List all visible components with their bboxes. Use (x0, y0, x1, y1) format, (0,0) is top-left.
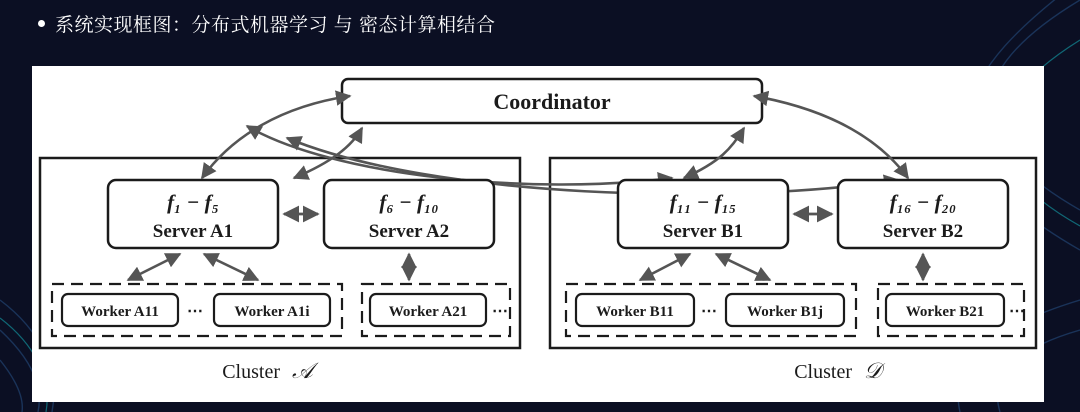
worker-b1j-node (726, 294, 844, 326)
architecture-figure (32, 66, 1044, 402)
edge-cross-a1-b1 (247, 126, 672, 185)
cluster-b-caption-prefix: Cluster (794, 361, 852, 383)
coordinator-label: Coordinator (493, 89, 611, 114)
server-a2-name: Server A2 (368, 221, 450, 242)
server-a2-range: f₆ − f₁₀ (379, 190, 439, 214)
edge-a1-worker-a11 (128, 254, 180, 280)
worker-a11-label: Worker A11 (81, 304, 159, 320)
worker-a1i-node (214, 294, 330, 326)
edge-b1-worker-b1j (716, 254, 770, 280)
server-b2-name: Server B2 (882, 221, 964, 242)
worker-b21-label: Worker B21 (905, 304, 985, 320)
cluster-b-caption (794, 358, 886, 383)
worker-a11-node (62, 294, 178, 326)
worker-ellipsis-a1: ⋯ (187, 303, 203, 320)
worker-ellipsis-a2: ⋯ (492, 303, 508, 320)
cluster-a-caption-prefix: Cluster (222, 361, 280, 383)
page-title: 系统实现框图：分布式机器学习 与 密态计算相结合 (55, 15, 496, 36)
edge-coordinator-server-b2 (754, 96, 908, 178)
coordinator-node (342, 79, 762, 123)
server-a1-node (108, 180, 278, 248)
server-b1-range: f₁₁ − f₁₅ (669, 190, 737, 214)
worker-ellipsis-b2: ⋯ (1009, 303, 1025, 320)
worker-a21-label: Worker A21 (388, 304, 468, 320)
worker-a1i-label: Worker A1i (234, 304, 310, 320)
server-b2-node (838, 180, 1008, 248)
worker-ellipsis-b1: ⋯ (701, 303, 717, 320)
cluster-a-caption-symbol: 𝒜 (292, 358, 313, 383)
cluster-a-caption (222, 358, 319, 383)
bullet-dot-icon (38, 20, 45, 27)
slide-title (38, 10, 496, 37)
edge-coordinator-server-b1 (684, 128, 744, 178)
worker-b1j-label: Worker B1j (747, 304, 823, 320)
server-b2-range: f₁₆ − f₂₀ (889, 190, 957, 214)
worker-b21-node (886, 294, 1004, 326)
edge-a1-worker-a1i (204, 254, 258, 280)
worker-a21-node (370, 294, 486, 326)
cluster-b-caption-symbol: 𝒟 (864, 358, 882, 383)
worker-b11-node (576, 294, 694, 326)
worker-b11-label: Worker B11 (596, 304, 674, 320)
server-a1-name: Server A1 (152, 221, 234, 242)
edge-coordinator-server-a1 (202, 96, 350, 178)
edge-b1-worker-b11 (640, 254, 690, 280)
server-b1-name: Server B1 (662, 221, 744, 242)
server-a2-node (324, 180, 494, 248)
server-b1-node (618, 180, 788, 248)
server-a1-range: f₁ − f₅ (167, 190, 219, 214)
